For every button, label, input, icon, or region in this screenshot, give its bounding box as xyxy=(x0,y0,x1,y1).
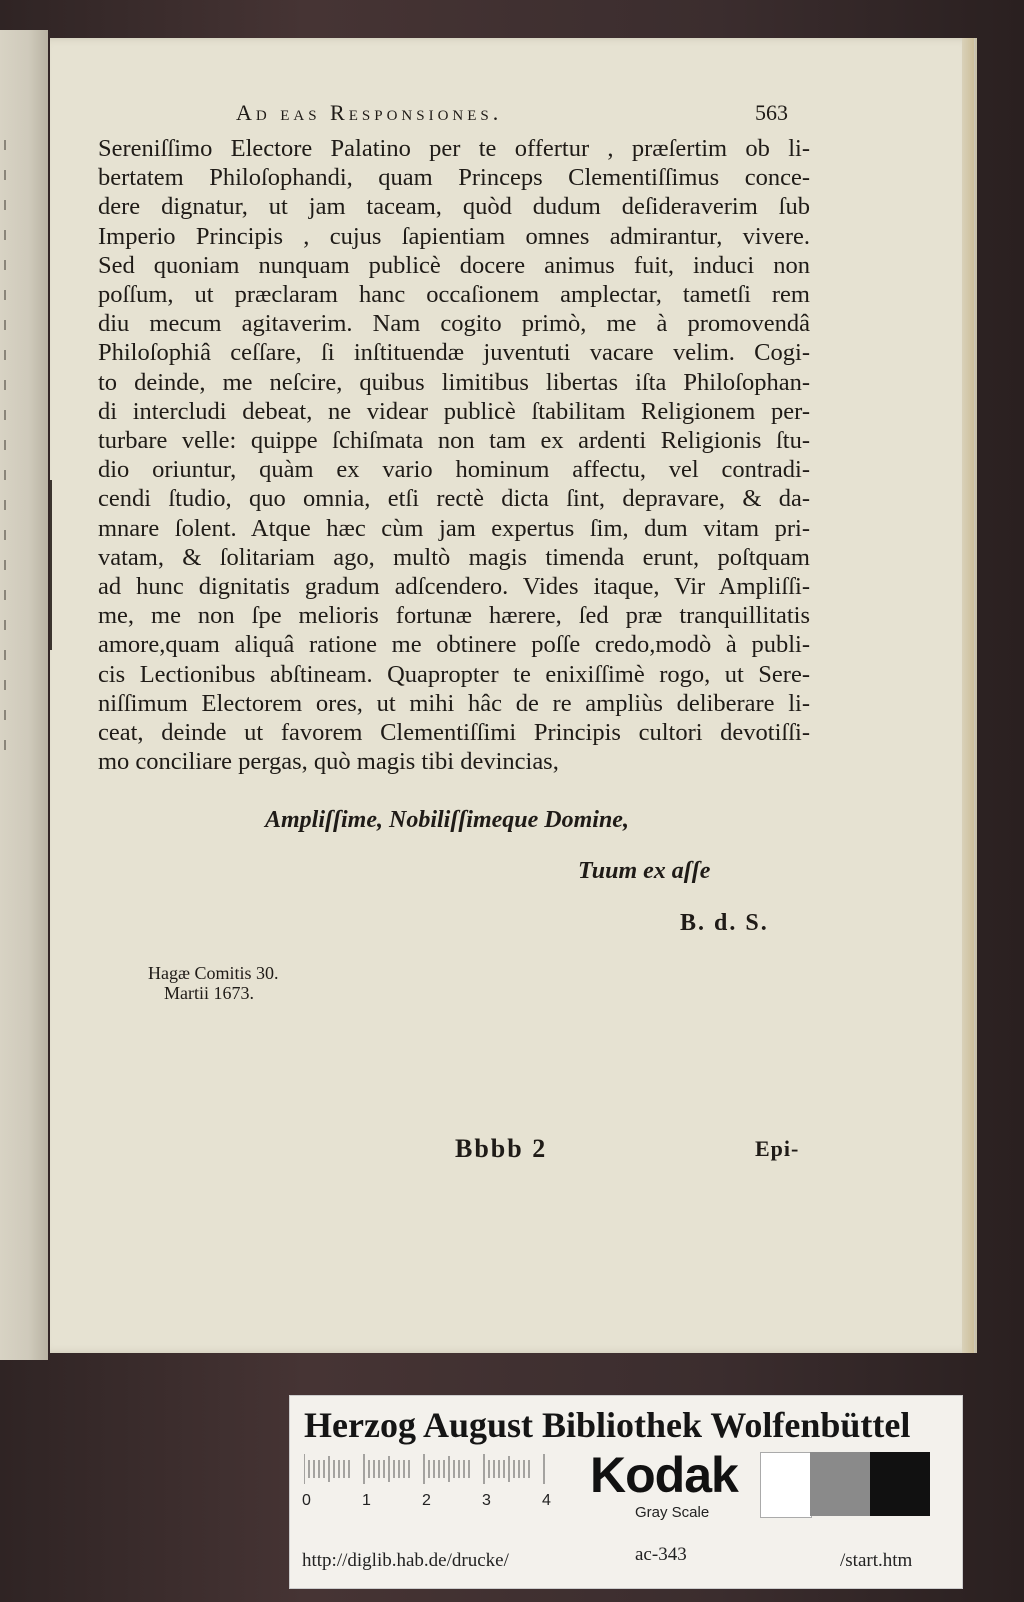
body-line: amore,quam aliquâ ratione me obtinere poſſe credo,modò à publi- xyxy=(98,631,810,659)
body-line: mo conciliare pergas, quò magis tibi devincias, xyxy=(98,748,559,776)
signature-mark: Bbbb 2 xyxy=(455,1134,548,1163)
body-line: to deinde, me neſcire, quibus limitibus libertas iſta Philoſophan- xyxy=(98,368,810,396)
facing-page-mark xyxy=(4,200,12,210)
gray-swatch-mid xyxy=(810,1452,870,1516)
body-line: dio oriuntur, quàm ex vario hominum affectu, vel contradi- xyxy=(98,456,810,484)
body-line: cendi ſtudio, quo omnia, etſi rectè dicta ſint, depravare, & da- xyxy=(98,485,810,513)
facing-page-mark xyxy=(4,680,12,690)
place: Hagæ Comitis 30. xyxy=(148,963,279,983)
facing-page-mark xyxy=(4,320,12,330)
ruler-number: 0 xyxy=(302,1492,311,1509)
body-line: turbare velle: quippe ſchiſmata non tam ex ardenti Religionis ſtu- xyxy=(98,427,810,455)
facing-page-mark xyxy=(4,440,12,450)
place-date xyxy=(148,963,279,1003)
closing: Tuum ex aſſe xyxy=(578,858,711,884)
facing-page-mark xyxy=(4,500,12,510)
body-line: cis Lectionibus abſtineam. Quapropter te enixiſſimè rogo, ut Sere- xyxy=(98,660,810,688)
body-line: ceat, deinde ut favorem Clementiſſimi Principis cultori devotiſſi- xyxy=(98,719,810,747)
facing-page-mark xyxy=(4,230,12,240)
facing-page-mark xyxy=(4,710,12,720)
catalog-code: ac-343 xyxy=(635,1544,687,1565)
body-line: ad hunc dignitatis gradum adſcendero. Vides itaque, Vir Ampliſſi- xyxy=(98,573,810,601)
url-right: /start.htm xyxy=(840,1550,913,1571)
body-line: bertatem Philoſophandi, quam Princeps Clementiſſimus conce- xyxy=(98,164,810,192)
kodak-logo: Kodak xyxy=(590,1447,738,1503)
facing-page-mark xyxy=(4,410,12,420)
catchword: Epi- xyxy=(755,1136,800,1161)
running-head: Ad eas Responsiones. xyxy=(236,100,503,125)
ruler-number: 1 xyxy=(362,1492,371,1509)
facing-page-mark xyxy=(4,260,12,270)
facing-page-mark xyxy=(4,590,12,600)
body-line: vatam, & ſolitariam ago, multò magis timenda erunt, poſtquam xyxy=(98,543,810,571)
salutation: Ampliſſime, Nobiliſſimeque Domine, xyxy=(265,807,629,833)
body-line: poſſum, ut præclaram hanc occaſionem amplectar, tametſi rem xyxy=(98,281,810,309)
facing-page-mark xyxy=(4,740,12,750)
ruler-number: 2 xyxy=(422,1492,431,1509)
facing-page-mark xyxy=(4,650,12,660)
facing-page-edge xyxy=(0,30,48,1360)
body-line: di intercludi debeat, ne videar publicè ſtabilitam Religionem per- xyxy=(98,397,810,425)
facing-page-mark xyxy=(4,350,12,360)
gray-swatch-white xyxy=(760,1452,812,1518)
facing-page-mark xyxy=(4,470,12,480)
library-label xyxy=(289,1395,963,1589)
facing-page-mark xyxy=(4,140,12,150)
body-line: me, me non ſpe melioris fortunæ hærere, ſed præ tranquillitatis xyxy=(98,602,810,630)
gray-swatch-black xyxy=(870,1452,930,1516)
body-line: Imperio Principis , cujus ſapientiam omnes admirantur, vivere. xyxy=(98,222,810,250)
facing-page-mark xyxy=(4,560,12,570)
gray-scale-label: Gray Scale xyxy=(635,1504,710,1521)
letter-body xyxy=(98,134,810,776)
body-line: niſſimum Electorem ores, ut mihi hâc de re ampliùs deliberare li- xyxy=(98,689,810,717)
gutter-rule xyxy=(50,480,52,650)
page-number: 563 xyxy=(755,100,788,125)
ruler-number: 3 xyxy=(482,1492,491,1509)
body-line: Sereniſſimo Electore Palatino per te offertur , præſertim ob li- xyxy=(98,135,810,162)
facing-page-mark xyxy=(4,290,12,300)
signature: B. d. S. xyxy=(680,910,769,936)
facing-page-mark xyxy=(4,530,12,540)
body-line: Sed quoniam nunquam publicè docere animus fuit, induci non xyxy=(98,251,810,279)
url-left: http://diglib.hab.de/drucke/ xyxy=(302,1550,509,1571)
body-line: mnare ſolent. Atque hæc cùm jam expertus ſim, dum vitam pri- xyxy=(98,514,810,542)
body-line: diu mecum agitaverim. Nam cogito primò, me à promovendâ xyxy=(98,310,810,338)
page-edge-shadow xyxy=(962,38,974,1353)
facing-page-mark xyxy=(4,170,12,180)
body-line: Philoſophiâ ceſſare, ſi inſtituendæ juventuti vacare velim. Cogi- xyxy=(98,339,810,367)
facing-page-mark xyxy=(4,620,12,630)
ruler-number: 4 xyxy=(542,1492,551,1509)
body-line: dere dignatur, ut jam taceam, quòd dudum deſideraverim ſub xyxy=(98,193,810,221)
library-title: Herzog August Bibliothek Wolfenbüttel xyxy=(304,1405,911,1445)
facing-page-mark xyxy=(4,380,12,390)
ruler-scale xyxy=(304,1454,554,1484)
date: Martii 1673. xyxy=(164,983,254,1003)
